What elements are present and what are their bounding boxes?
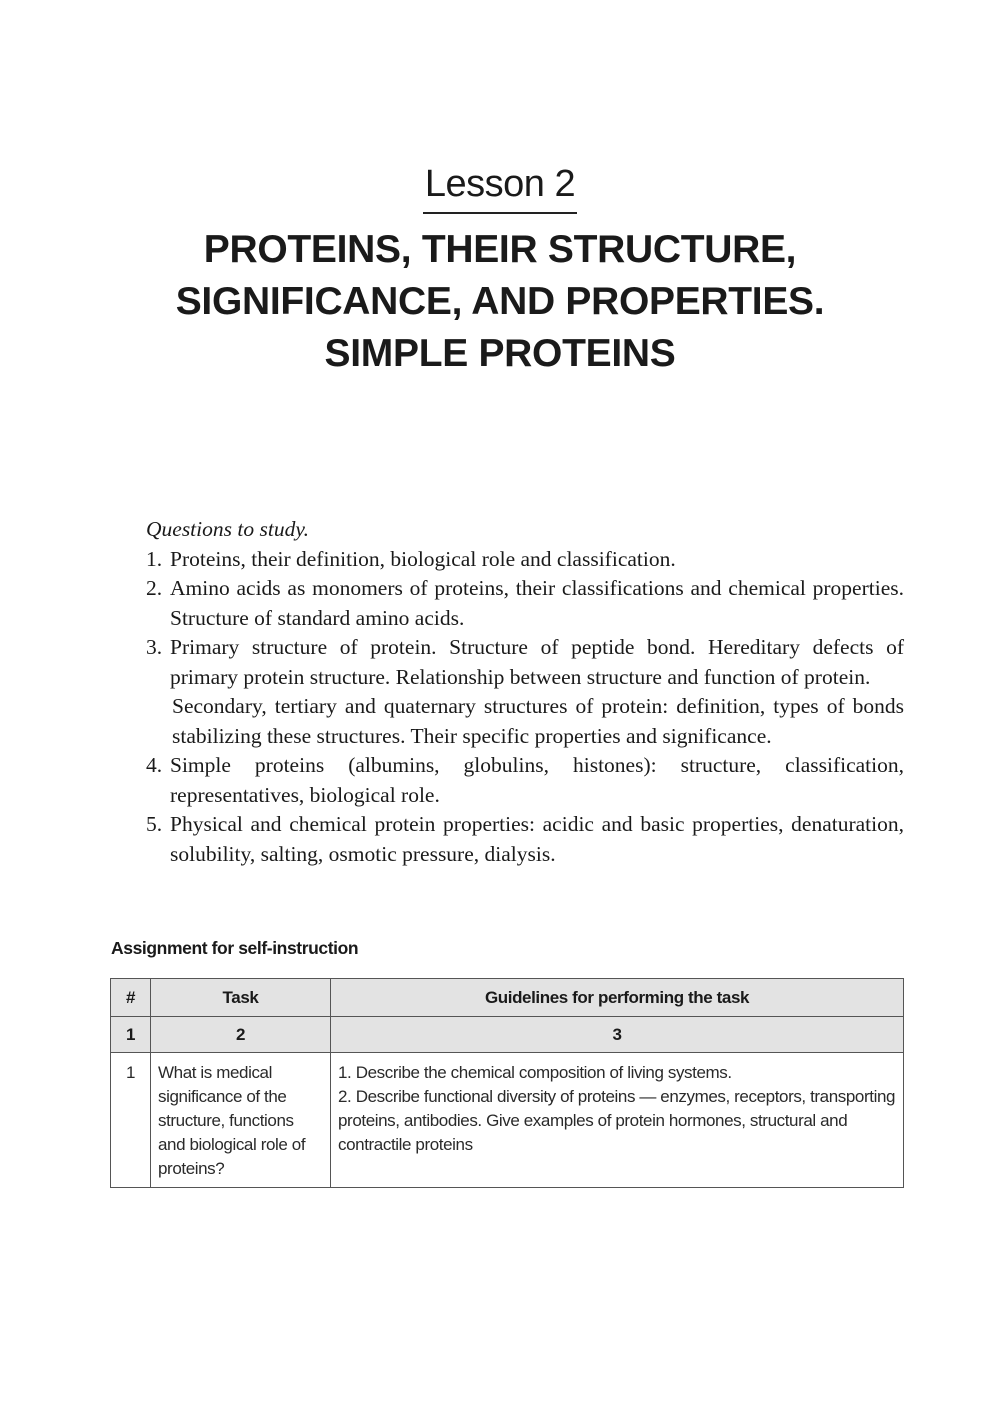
page-title	[0, 224, 1000, 380]
assignment-table	[110, 978, 904, 1188]
question-item	[146, 633, 904, 692]
guideline-line: 1. Describe the chemical composition of living systems.	[338, 1063, 732, 1082]
question-item	[146, 545, 904, 575]
column-number: 1	[111, 1017, 151, 1053]
table-row	[111, 1053, 904, 1188]
questions-heading: Questions to study.	[146, 517, 310, 541]
column-header-number: #	[111, 979, 151, 1017]
question-item	[146, 751, 904, 810]
lesson-label: Lesson 2	[423, 160, 577, 214]
question-number: 4.	[146, 753, 163, 777]
table-header-row	[111, 979, 904, 1017]
assignment-heading: Assignment for self-instruction	[111, 938, 359, 958]
column-number: 2	[151, 1017, 331, 1053]
column-header-task: Task	[151, 979, 331, 1017]
question-text: Primary structure of protein. Structure of peptide bond. Hereditary defects of primary protein structure. Relationship between structure and function of protein.	[170, 635, 904, 689]
question-number: 1.	[146, 546, 163, 571]
title-line: SIGNIFICANCE, AND PROPERTIES.	[175, 280, 825, 323]
question-text: Physical and chemical protein properties: acidic and basic properties, denaturation, solubility, salting, osmotic pressure, dialysis.	[170, 812, 904, 866]
table-column-number-row	[111, 1017, 904, 1053]
question-text: Amino acids as monomers of proteins, their classifications and chemical properties. Structure of standard amino acids.	[170, 576, 904, 630]
question-text: Simple proteins (albumins, globulins, histones): structure, classification, representatives, biological role.	[170, 753, 904, 807]
question-number: 2.	[146, 576, 163, 600]
column-header-guidelines: Guidelines for performing the task	[331, 979, 904, 1017]
question-item	[146, 810, 904, 869]
title-line: SIMPLE PROTEINS	[324, 332, 676, 375]
question-number: 3.	[146, 635, 163, 659]
row-task: What is medical significance of the structure, functions and biological role of proteins?	[151, 1053, 331, 1188]
question-text: Proteins, their definition, biological role and classification.	[170, 546, 676, 571]
guideline-line: 2. Describe functional diversity of proteins — enzymes, receptors, transporting proteins, antibodies. Give examples of protein hormones, structural and contractile proteins	[338, 1087, 896, 1154]
question-continuation: Secondary, tertiary and quaternary structures of protein: definition, types of bonds stabilizing these structures. Their specific properties and significance.	[172, 694, 904, 748]
question-item	[146, 574, 904, 633]
row-number: 1	[111, 1053, 151, 1188]
lesson-label-wrap	[0, 160, 1000, 214]
title-line: PROTEINS, THEIR STRUCTURE,	[203, 228, 797, 271]
question-number: 5.	[146, 812, 163, 836]
questions-section	[146, 515, 904, 869]
row-guidelines	[331, 1053, 904, 1188]
column-number: 3	[331, 1017, 904, 1053]
